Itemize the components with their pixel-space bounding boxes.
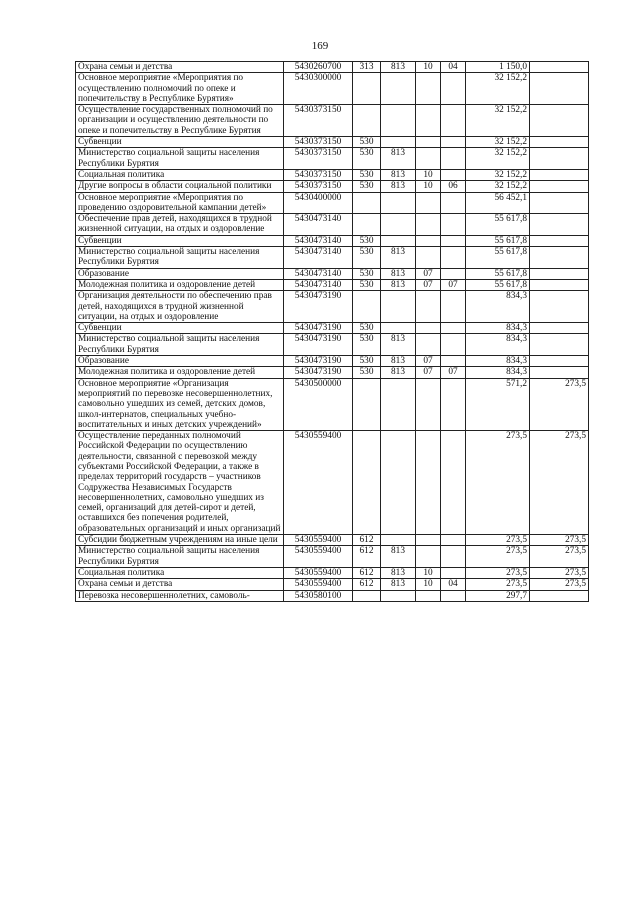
amount-1: 32 152,2 [466,73,530,105]
amount-2: 273,5 [530,431,589,535]
section-code: 10 [416,169,441,180]
amount-2 [530,192,589,214]
section-code [416,378,441,430]
expense-type: 530 [353,235,381,246]
table-row [76,367,589,378]
ministry-code [381,378,416,430]
item-name: Министерство социальной защиты населения Республики Бурятия [76,148,284,170]
section-code [416,192,441,214]
ministry-code [381,535,416,546]
amount-1: 273,5 [466,535,530,546]
amount-2 [530,590,589,601]
subsection-code: 07 [441,367,466,378]
expense-type: 530 [353,268,381,279]
table-row [76,181,589,192]
target-code: 5430580100 [284,590,353,601]
amount-2 [530,356,589,367]
subsection-code [441,169,466,180]
table-row [76,279,589,290]
subsection-code [441,567,466,578]
section-code [416,214,441,236]
amount-1: 571,2 [466,378,530,430]
table-body [76,62,589,602]
table-row [76,169,589,180]
section-code [416,590,441,601]
table-row [76,334,589,356]
item-name: Образование [76,356,284,367]
amount-2 [530,334,589,356]
item-name: Образование [76,268,284,279]
subsection-code: 04 [441,579,466,590]
table-row [76,291,589,323]
amount-1: 32 152,2 [466,105,530,137]
section-code: 07 [416,268,441,279]
amount-2 [530,73,589,105]
amount-1: 32 152,2 [466,169,530,180]
amount-2 [530,235,589,246]
table-row [76,148,589,170]
amount-1: 55 617,8 [466,279,530,290]
amount-1: 273,5 [466,567,530,578]
subsection-code [441,546,466,568]
item-name: Субвенции [76,323,284,334]
target-code: 5430473140 [284,247,353,269]
item-name: Молодежная политика и оздоровление детей [76,367,284,378]
amount-2 [530,105,589,137]
amount-2 [530,291,589,323]
target-code: 5430559400 [284,546,353,568]
amount-2 [530,323,589,334]
amount-1: 32 152,2 [466,137,530,148]
ministry-code: 813 [381,148,416,170]
ministry-code [381,214,416,236]
table-row [76,431,589,535]
item-name: Другие вопросы в области социальной политики [76,181,284,192]
subsection-code [441,291,466,323]
subsection-code [441,356,466,367]
expense-type: 612 [353,546,381,568]
target-code: 5430373150 [284,105,353,137]
amount-1: 834,3 [466,291,530,323]
target-code: 5430473140 [284,268,353,279]
section-code [416,535,441,546]
amount-2 [530,279,589,290]
item-name: Охрана семьи и детства [76,62,284,73]
subsection-code [441,192,466,214]
amount-1: 1 150,0 [466,62,530,73]
table-row [76,73,589,105]
target-code: 5430473140 [284,279,353,290]
target-code: 5430260700 [284,62,353,73]
item-name: Организация деятельности по обеспечению прав детей, находящихся в трудной жизненной ситуации, на отдых и оздоровление [76,291,284,323]
table-row [76,137,589,148]
target-code: 5430373150 [284,148,353,170]
page-number: 169 [311,40,329,52]
target-code: 5430473190 [284,334,353,356]
item-name: Министерство социальной защиты населения Республики Бурятия [76,334,284,356]
amount-1: 834,3 [466,323,530,334]
ministry-code: 813 [381,579,416,590]
target-code: 5430373150 [284,181,353,192]
amount-2 [530,181,589,192]
item-name: Социальная политика [76,567,284,578]
table-row [76,356,589,367]
item-name: Осуществление переданных полномочий Российской Федерации по осуществлению деятельности, связанной с перевозкой между субъектами Российской Федерации, а также в пределах территорий государств – участников Содружества Независимых Государств несовершеннолетних, самовольно ушедших из семей, организаций для детей-сирот и детей, оставшихся без попечения родителей, образовательных организаций и иных организаций [76,431,284,535]
table-row [76,247,589,269]
section-code [416,546,441,568]
expense-type [353,291,381,323]
item-name: Осуществление государственных полномочий по организации и осуществлению деятельности по опеке и попечительству в Республике Бурятия [76,105,284,137]
item-name: Молодежная политика и оздоровление детей [76,279,284,290]
table-row [76,579,589,590]
item-name: Субвенции [76,137,284,148]
item-name: Основное мероприятие «Мероприятия по проведению оздоровительной кампании детей» [76,192,284,214]
expense-type [353,214,381,236]
section-code [416,431,441,535]
expense-type: 530 [353,334,381,356]
item-name: Основное мероприятие «Мероприятия по осуществлению полномочий по опеке и попечительству в Республике Бурятия» [76,73,284,105]
target-code: 5430500000 [284,378,353,430]
target-code: 5430559400 [284,431,353,535]
ministry-code: 813 [381,268,416,279]
ministry-code: 813 [381,169,416,180]
expense-type: 530 [353,323,381,334]
section-code: 10 [416,62,441,73]
target-code: 5430559400 [284,535,353,546]
item-name: Социальная политика [76,169,284,180]
amount-2: 273,5 [530,567,589,578]
amount-1: 834,3 [466,334,530,356]
expense-type [353,73,381,105]
target-code: 5430473190 [284,356,353,367]
budget-table [75,61,589,602]
subsection-code [441,105,466,137]
expense-type: 530 [353,247,381,269]
amount-1: 834,3 [466,356,530,367]
item-name: Министерство социальной защиты населения Республики Бурятия [76,546,284,568]
section-code [416,323,441,334]
ministry-code: 813 [381,567,416,578]
expense-type: 313 [353,62,381,73]
item-name: Субсидии бюджетным учреждениям на иные цели [76,535,284,546]
expense-type: 530 [353,181,381,192]
table-row [76,214,589,236]
amount-2 [530,62,589,73]
expense-type: 530 [353,148,381,170]
expense-type: 612 [353,535,381,546]
expense-type [353,192,381,214]
ministry-code [381,431,416,535]
subsection-code [441,247,466,269]
subsection-code: 06 [441,181,466,192]
section-code [416,334,441,356]
amount-2: 273,5 [530,535,589,546]
amount-2 [530,148,589,170]
subsection-code: 04 [441,62,466,73]
expense-type [353,590,381,601]
target-code: 5430373150 [284,137,353,148]
target-code: 5430473190 [284,367,353,378]
subsection-code [441,323,466,334]
expense-type: 530 [353,279,381,290]
ministry-code [381,192,416,214]
ministry-code: 813 [381,334,416,356]
expense-type [353,105,381,137]
expense-type: 530 [353,137,381,148]
expense-type: 530 [353,356,381,367]
expense-type [353,378,381,430]
ministry-code: 813 [381,367,416,378]
target-code: 5430559400 [284,567,353,578]
expense-type [353,431,381,535]
subsection-code [441,73,466,105]
subsection-code [441,334,466,356]
subsection-code: 07 [441,279,466,290]
ministry-code: 813 [381,62,416,73]
table-row [76,535,589,546]
table-row [76,590,589,601]
section-code [416,148,441,170]
section-code: 10 [416,567,441,578]
target-code: 5430473140 [284,214,353,236]
ministry-code [381,323,416,334]
item-name: Перевозка несовершеннолетних, самоволь- [76,590,284,601]
amount-2 [530,214,589,236]
target-code: 5430373150 [284,169,353,180]
section-code: 07 [416,279,441,290]
expense-type: 530 [353,169,381,180]
amount-1: 834,3 [466,367,530,378]
amount-1: 297,7 [466,590,530,601]
target-code: 5430300000 [284,73,353,105]
amount-1: 273,5 [466,431,530,535]
target-code: 5430473190 [284,323,353,334]
section-code [416,137,441,148]
amount-1: 55 617,8 [466,235,530,246]
section-code [416,105,441,137]
subsection-code [441,148,466,170]
table-row [76,323,589,334]
ministry-code: 813 [381,546,416,568]
table-row [76,192,589,214]
section-code [416,247,441,269]
item-name: Министерство социальной защиты населения Республики Бурятия [76,247,284,269]
table-row [76,235,589,246]
amount-2 [530,268,589,279]
amount-1: 32 152,2 [466,181,530,192]
ministry-code: 813 [381,181,416,192]
amount-1: 273,5 [466,579,530,590]
ministry-code [381,105,416,137]
item-name: Обеспечение прав детей, находящихся в трудной жизненной ситуации, на отдых и оздоровление [76,214,284,236]
subsection-code [441,268,466,279]
item-name: Основное мероприятие «Организация мероприятий по перевозке несовершеннолетних, самовольно ушедших из семей, детских домов, школ-интернатов, специальных учебно-воспитательных и иных детских учреждений» [76,378,284,430]
amount-1: 273,5 [466,546,530,568]
item-name: Охрана семьи и детства [76,579,284,590]
ministry-code [381,291,416,323]
ministry-code: 813 [381,356,416,367]
section-code: 10 [416,579,441,590]
amount-2 [530,169,589,180]
subsection-code [441,235,466,246]
amount-2: 273,5 [530,546,589,568]
expense-type: 612 [353,579,381,590]
expense-type: 530 [353,367,381,378]
section-code [416,73,441,105]
amount-1: 55 617,8 [466,214,530,236]
item-name: Субвенции [76,235,284,246]
amount-2: 273,5 [530,378,589,430]
ministry-code [381,235,416,246]
subsection-code [441,214,466,236]
subsection-code [441,590,466,601]
ministry-code: 813 [381,247,416,269]
amount-1: 55 617,8 [466,247,530,269]
ministry-code [381,73,416,105]
subsection-code [441,535,466,546]
section-code [416,291,441,323]
target-code: 5430473190 [284,291,353,323]
target-code: 5430400000 [284,192,353,214]
subsection-code [441,137,466,148]
subsection-code [441,378,466,430]
ministry-code: 813 [381,279,416,290]
section-code: 07 [416,356,441,367]
expense-type: 612 [353,567,381,578]
table-row [76,567,589,578]
amount-2 [530,247,589,269]
table-row [76,62,589,73]
table-row [76,268,589,279]
table-row [76,105,589,137]
subsection-code [441,431,466,535]
amount-2 [530,137,589,148]
table-row [76,546,589,568]
amount-1: 55 617,8 [466,268,530,279]
amount-1: 32 152,2 [466,148,530,170]
amount-1: 56 452,1 [466,192,530,214]
amount-2 [530,367,589,378]
ministry-code [381,137,416,148]
target-code: 5430559400 [284,579,353,590]
target-code: 5430473140 [284,235,353,246]
section-code: 07 [416,367,441,378]
amount-2: 273,5 [530,579,589,590]
ministry-code [381,590,416,601]
section-code [416,235,441,246]
section-code: 10 [416,181,441,192]
table-row [76,378,589,430]
